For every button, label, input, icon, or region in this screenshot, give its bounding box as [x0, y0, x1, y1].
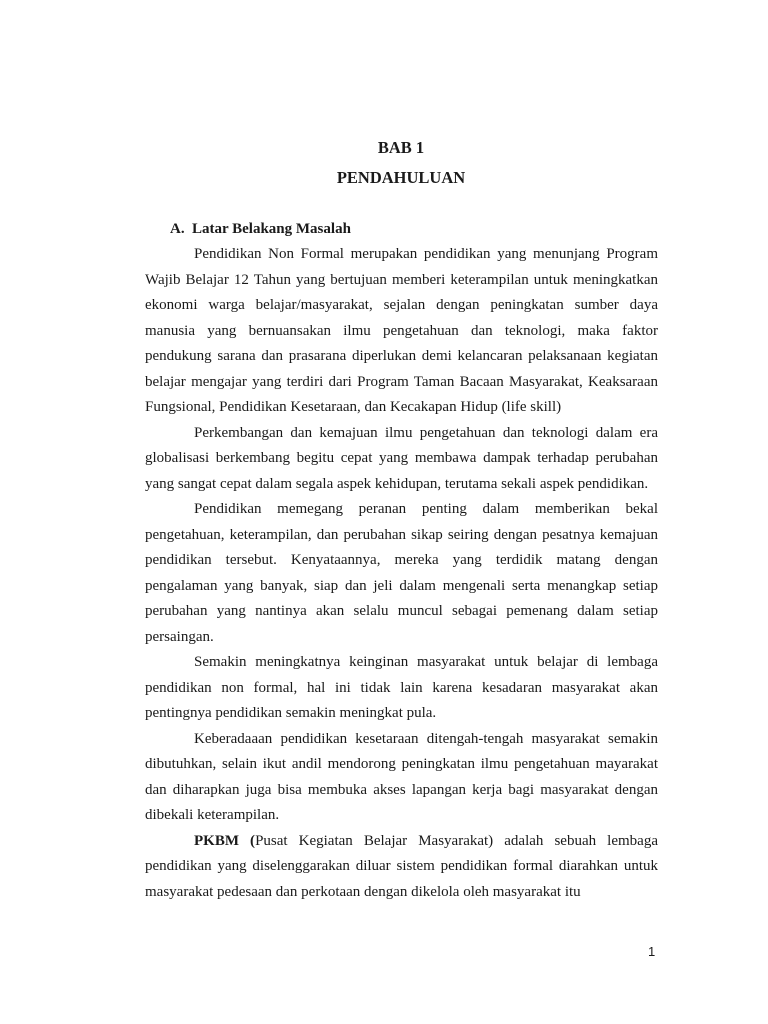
paragraph: Perkembangan dan kemajuan ilmu pengetahuan dan teknologi dalam era globalisasi berkembang begitu cepat yang membawa dampak terhadap perubahan yang sangat cepat dalam segala aspek kehidupan, terutama sekali aspek pendidikan. — [145, 424, 658, 492]
body-text — [145, 242, 658, 905]
paragraph: Pendidikan Non Formal merupakan pendidikan yang menunjang Program Wajib Belajar 12 Tahun yang bertujuan memberi keterampilan untuk meningkatkan ekonomi warga belajar/masyarakat, sejalan dengan peningkatan sumber daya manusia yang bernuansakan ilmu pengetahuan dan teknologi, maka faktor pendukung sarana dan prasarana diperlukan demi kelancaran pelaksanaan kegiatan belajar mengajar yang terdiri dari Program Taman Bacaan Masyarakat, Keaksaraan Fungsional, Pendidikan Kesetaraan, dan Kecakapan Hidup (life skill) — [145, 246, 658, 415]
chapter-title: PENDAHULUAN — [336, 168, 466, 187]
section-title: Latar Belakang Masalah — [192, 221, 351, 237]
section-marker: A. — [170, 221, 185, 237]
pkbm-description: Pusat Kegiatan Belajar Masyarakat) adalah sebuah lembaga pendidikan yang diselenggarakan diluar sistem pendidikan formal diarahkan untuk masyarakat pedesaan dan perkotaan dengan dikelola oleh masyarakat itu — [145, 832, 658, 900]
page-number: 1 — [648, 944, 656, 959]
pkbm-term: PKBM ( — [194, 832, 256, 849]
paragraph: Semakin meningkatnya keinginan masyarakat untuk belajar di lembaga pendidikan non formal, hal ini tidak lain karena kesadaran masyarakat akan pentingnya pendidikan semakin meningkat pula. — [145, 654, 658, 721]
section-heading — [170, 221, 351, 238]
paragraph-pkbm — [145, 829, 658, 906]
paragraph: Pendidikan memegang peranan penting dalam memberikan bekal pengetahuan, keterampilan, dan perubahan sikap seiring dengan pesatnya kemajuan pendidikan tersebut. Kenyataannya, mereka yang terdidik matang dengan pengalaman yang banyak, siap dan jeli dalam mengenali serta menangkap setiap perubahan yang nantinya akan selalu muncul sebagai pemenang dalam setiap persaingan. — [145, 501, 658, 645]
paragraph: Keberadaaan pendidikan kesetaraan ditengah-tengah masyarakat semakin dibutuhkan, selain ikut andil mendorong peningkatan ilmu pengetahuan mayarakat dan diharapkan juga bisa membuka akses lapangan kerja bagi masyarakat dengan dibekali keterampilan. — [145, 730, 658, 823]
chapter-number: BAB 1 — [377, 138, 425, 157]
